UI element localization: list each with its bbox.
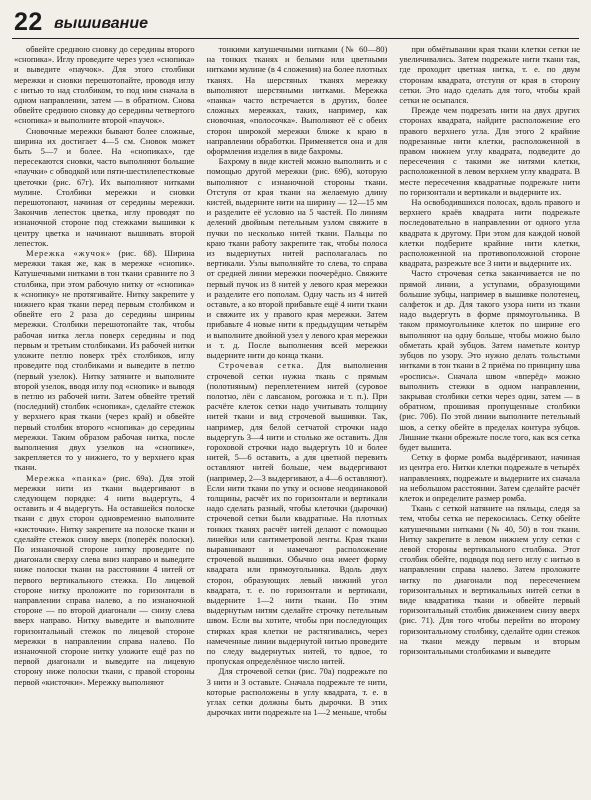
paragraph	[399, 44, 580, 105]
paragraph-lead: Строчевая сетка.	[218, 360, 305, 371]
text-column-3	[399, 44, 580, 792]
paragraph-text: На освободившихся полосах, вдоль правого и верхнего краёв квадрата нити подрежьте последовательно в направлении от одного угла квадрата к другому. При этом для каждой новой клетки подберите крайние нити клетки, расположенной на противоположной стороне квадрата, разрежьте все 3 нити и выдерните их.	[399, 197, 581, 269]
text-column-1	[14, 44, 195, 792]
paragraph-text: Прежде чем подрезать нити на двух других сторонах квадрата, найдите расположение его правого верхнего угла. Для этого 2 крайние подрезанные нити клетки, расположенной в правом нижнем углу квадрата, подведите до пересечения с такими же нитями клетки, расположенной в левом верхнем углу квадрата. В месте пересечения квадратные подрежьте нити по горизонтали и вертикали и выдерните их.	[399, 105, 581, 197]
paragraph	[399, 503, 580, 656]
paragraph	[14, 473, 195, 687]
paragraph	[207, 666, 388, 717]
paragraph-text: Для строчевой сетки (рис. 70а) подрежьте по 3 нити и 3 оставьте. Сначала подрежьте те нити, которые расположены в углу квадрата, т. е. в углах сетки должны быть дырочки. В этих дырочках нити подрежьте на 1—2 меньше, чтобы	[206, 666, 388, 718]
paragraph	[399, 268, 580, 452]
paragraph	[399, 105, 580, 197]
paragraph	[399, 452, 580, 503]
paragraph-text: Для выполнения строчевой сетки нужна ткань с прямым (полотняным) переплетением нитей (суровое полотно, лён с лавсаном, рогожка и т. п.). При расчёте клеток сетки надо учитывать толщину нитей ткани и вид строчевой вышивки. Так, например, для белой сетчатой строчки надо выдергуть 3—4 нити и столько же оставить. Для гороховой строчки надо выдергуть 10 и более нитей, 5—6 оставить, а для цветной перевить оставляют нитей больше, чем выдергивают (например, 2—3 выдергивают, а 4—6 оставляют). Если нити ткани по утку и основе неодинаковой толщины, расчёт их по горизонтали и вертикали надо сделать разный, чтобы клеточки (дырочки) строчевой сетки были квадратные. На плотных тонких тканях расчёт нитей делают с помощью линейки или сантиметровой ленты. Края ткани выравнивают и намечают расположение строчевой вышивки. Обычно она имеет форму квадрата или прямоугольника. Вдоль двух сторон, образующих левый нижний угол квадрата, т. е. по горизонтали и вертикали, выдерните 1—2 нити ткани. По этим выдернутым нитям сделайте строчку петельным швом. Если вы хотите, чтобы при последующих стирках края клетки не растягивались, через намеченные линии выдернутой нитью проведите по следу выдернутых нитей, то вдвое, то пропуская определённое число нитей.	[206, 360, 388, 667]
text-column-2	[207, 44, 388, 792]
paragraph	[14, 44, 195, 126]
paragraph-text: обвейте среднюю сновку до середины второго «снопика». Иглу проведите через узел «снопика» и выведите «паучок». Для этого столбики мережки и сновки перешотопайте, проводя иглу с нитью то над столбиком, то под ним сначала в одном направлении, затем — в обратном. Снова обвейте среднюю сновку до середины четвертого «снопика» и выполните второй «паучок».	[14, 44, 195, 126]
paragraph-lead: Мережка «жучок»	[26, 248, 112, 259]
paragraph	[207, 360, 388, 666]
header-divider	[12, 38, 579, 39]
page-header	[12, 6, 579, 46]
text-columns	[14, 44, 580, 792]
paragraph-text: (рис. 68). Ширина мережки такая же, как в мережке «снопик». Катушечными нитками в тон ткани сравните по 3 столбика, при этом рабочую нитку от «снопика» к «снопику» не протягивайте. Нитку закрепите у нижнего края ткани перед первым столбиком и обвейте его 2 раза до середины ширины мережки. Столбики перешотопайте так, чтобы рабочая нитка легла поверх середины и под первым и третьим столбиками. Из рабочей нитки уложите петлю поверх трёх столбиков, иглу проведите под столбиками и выведите в петлю (первый узелок). Нитку затяните и выполните второй узелок, вводя иглу под «снопик» и выводя в петлю из рабочей нити. Затем обвейте третий (последний) столбик «снопика», сделайте стежок у верхнего края ткани (через край) и обвейте первый столбик второго «снопика» до середины мережки. Таким образом рабочая нитка, после выполнения двух узелков на «снопике», закрепляется то у нижнего, то у верхнего края ткани.	[14, 248, 195, 473]
paragraph-text: Сетку в форме ромба выдёргивают, начиная из центра его. Нитки клетки подрежьте в четырёх направлениях, подрежьте и выдерните их сначала на небольшом расстоянии. Затем сделайте расчёт клеток и определите размер ромба.	[399, 452, 581, 503]
paragraph-text: тонкими катушечными нитками (№ 60—80) на тонких тканях и белыми или цветными нитками мулине (в 4 сложения) на более плотных тканях. На шерстяных тканях мережку выполняют шерстяными нитками. Мережка «панка» часто встречается в других, более сложных мережках, таких, например, как сновочная, «полосочка». Выполняют её с обеих сторон широкой мережки ближе к краю в направлении обработки. Применяется она и для оформления изделия в виде бахромы.	[206, 44, 388, 157]
paragraph-text: Бахрому в виде кистей можно выполнить и с помощью другой мережки (рис. 69б), которую выполняют с изнаночной стороны ткани. Отступя от края ткани на желаемую длину кистей, выдерните нити на ширину — 12—15 мм и разделите её условно на 5 частей. По линиям делений двойным петельным узлом свяжите в пучки по несколько нитей ткани. Пальцы по краю ткани работу закрепите так, чтобы полоса из выдернутых нитей располагалась по вертикали. Узлы выполняйте то слева, то справа от средней линии мережки поочерёдно. Свяжите первый пучок из 8 нитей у левого края мережки и разделите его пополам. Одну часть из 4 нитей оставьте, а ко второй прибавьте ещё 4 нити ткани и свяжите их у правого края мережки. Затем прибавьте 4 новые нити к предыдущим четырём и выполните двойной узел у левого края мережки и т. д. После выполнения всей мережки выдерните нити до конца ткани.	[206, 156, 388, 361]
paragraph	[14, 126, 195, 248]
paragraph-lead: Мережка «панка»	[26, 472, 108, 483]
paragraph	[207, 156, 388, 360]
paragraph	[207, 44, 388, 156]
page-number: 22	[14, 8, 43, 36]
paragraph-text: при обмётывании края ткани клетки сетки не увеличивались. Затем подрежьте нити ткани так, где проходит цветная нитка, т. е. по двум сторонам квадрата, отступя от края в сторону сетки. Это надо сделать для того, чтобы край сетки не осыпался.	[399, 44, 581, 106]
paragraph	[14, 248, 195, 472]
paragraph-text: Ткань с сеткой натяните на пяльцы, следя за тем, чтобы сетка не перекосилась. Сетку обейте катушечными нитками (№ 40, 50) в тон ткани. Нитку закрепите в левом нижнем углу сетки с левой стороны вертикального столбика. Этот столбик обейте, подводя под него иглу с нитью в направлении справа налево. Затем проложите нитку по диагонали под пересечением горизонтальных и вертикальных нитей сетки в виде квадратика ткани и обвейте первый горизонтальный столбик движением снизу вверх (рис. 71). Для того чтобы перейти во второму горизонтальному столбику, сделайте один стежок на ткани между первым и вторым горизонтальными столбиками и выведите	[399, 503, 581, 656]
paragraph-text: Часто строчевая сетка заканчивается не по прямой линии, а уступами, образующими большие зубцы, например в вышивке полотенец, салфеток и др. Для такого узора нити из ткани надо выдергуть в форме прямоугольника. В таком прямоугольнике клеток по ширине его выполняют на одну больше, чтобы можно было обметать край зубцов. Затем наметьте контур зубцов по узору. Это нужно делать тольстыми нитками в тон ткани в 2 приёма по принципу шва «роспись». Сначала швом «вперёд» можно выполнить стежки в одном направлении, закрывая столбики сетки через один, затем — в обратном, прошивая пропущенные столбики (рис. 70б). По этой линии выполните петельный шов, а сетку обейте в пределах контура зубцов. Лишние ткани обрежьте после того, как вся сетка будет вышита.	[399, 268, 581, 452]
paragraph-text: (рис. 69а). Для этой мережки нити из ткани выдергивают в следующем порядке: 4 нити выдергуть, 4 оставить и 4 выдергуть. На оставшейся полоске ткани с двух сторон одновременно выполните «кисточки». Нитку закрепите на полоске ткани и сделайте стежок снизу вверх (поперёк полоски). По изнаночной стороне нитку проведите по диагонали сверху слева вниз направо и выведите ниже полоски ткани на расстоянии 4 нитей от первого вертикального стежка. По лицевой стороне нитку проложите по горизонтали в направлении справа налево, а по изнаночной стороне — по второй диагонали — снизу слева вверх направо. Нитку выведите и выполните горизонтальный стежок по лицевой стороне мережки в направлении справа налево. По изнаночной стороне нитку уложите ещё раз по первой диагонали и выведите на лицевую сторону ниже полоски ткани, с правой стороны первой «кисточки». Мережку выполняют	[14, 472, 195, 687]
paragraph-text: Сновочные мережки бывают более сложные, ширина их достигает 4—5 см. Сновок может быть 5—7 и более. На «снопиках», где пересекаются сновки, часто выполняют большие «паучки» с обводкой или пяти-шестилепестковые цветочки (рис. 67г). Их выполняют нитками мулине. Столбики мережки и сновки перешотопают, начиная от середины мережки. Закончив лепесток цветка, иглу проводят по изнаночной стороне под стежками вышивки к центру цветка и начинают вышивать второй лепесток.	[14, 125, 195, 248]
section-title: вышивание	[54, 15, 149, 32]
paragraph	[399, 197, 580, 268]
